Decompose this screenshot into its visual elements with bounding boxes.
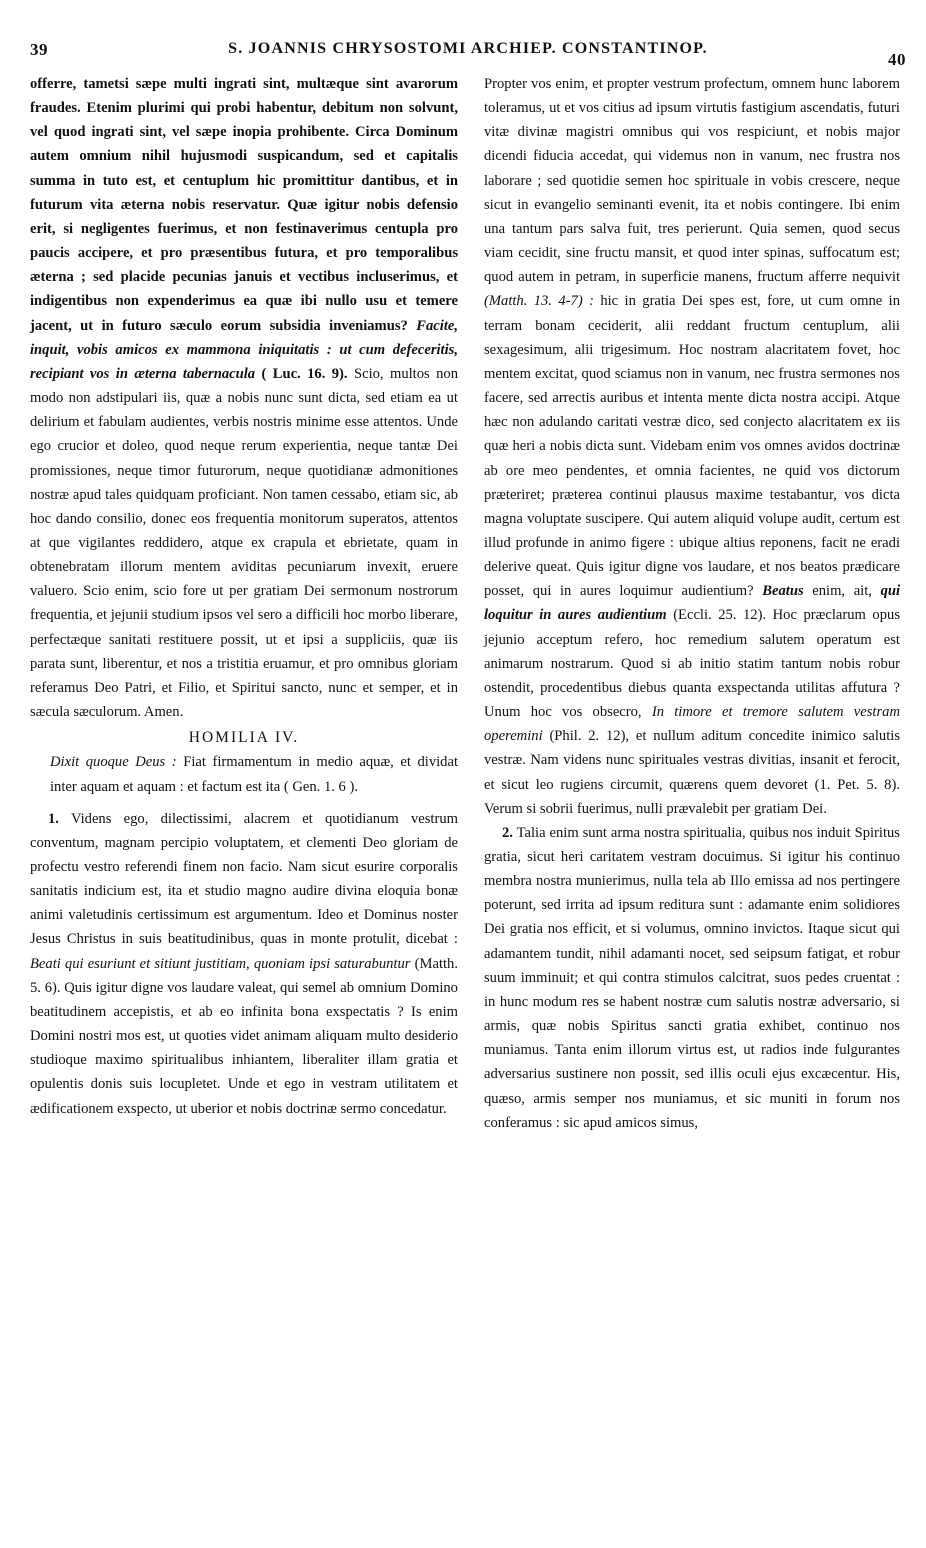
spacer	[30, 799, 458, 807]
right-p1-quote-2: In timore et tremore salutem vestram operemini	[484, 704, 900, 745]
right-p1-quote-1: qui loquitur in aures audientium	[484, 583, 901, 624]
left-p1-ref: ( Luc. 16. 9).	[261, 365, 348, 382]
running-title: S. JOANNIS CHRYSOSTOMI ARCHIEP. CONSTANTINOP.	[228, 40, 708, 57]
right-p1-quote-lead: Beatus	[762, 583, 804, 600]
right-paragraph-2	[484, 821, 900, 1135]
right-p1-ref-4: (1. Pet. 5. 8).	[814, 776, 900, 793]
left-p2-text-a: Videns ego, dilectissimi, alacrem et quotidianum vestrum conventum, magnam percipio voluptatem, et clementi Deo gloriam de profectu vestro referendi finem non facio. Nam sicut esurire corporalis sanitatis indicium est, ita et studio magno audire divina eloquia bonæ animi valetudinis certissimum est argumentum. Ideo et Dominus noster Jesus Christus in suis beatitudinibus, quas in monte protulit, dicebat :	[30, 810, 458, 948]
right-p1-text-c: enim, ait,	[812, 583, 872, 600]
right-p1-text-b: hic in gratia Dei spes est, fore, ut cum omne in terram bonam ceciderit, alii reddant fructum centuplum, alii sexagesimum, alii trigesimum. Hoc nostram alacritatem fovet, hoc mentem excitat, quod sciamus non in vanum, nec frustra sermones nos facere, sed arrectis auribus et intenta mente dicta nostra accipi. Atque hæc non adulando caritati vestræ dico, sed conjecto alacritatem ex iis quæ heri a nobis dicta sunt. Videbam enim vos omnes avidos doctrinæ ab ore meo pendentes, et omnia facientes, ne quid vos dictorum præteriret; præterea continui plausus maxime testabantur, vos dicta magna voluptate suscipere. Qui autem aliquid volupe audit, certum est illud profunde in animo figere : ubique altius reponens, facit ne eradi delerive queat. Quis igitur digne vos laudare, et nos beatos prædicare posset, qui in aures loquimur audientium?	[484, 293, 901, 600]
left-paragraph-2	[30, 807, 458, 1121]
left-p2-text-b: Quis igitur digne vos laudare valeat, qui semel ab omnium Domino beatitudinem accepistis, et ab eo infinita bona exspectatis ? Is enim Domini nostri mos est, ut quoties videt animam aliquam multo desiderio studioque maximo spiritualibus inhiantem, liberaliter illam gratia et opulentis donis suis locupletet. Unde et ego in vestram utilitatem et ædificationem exspecto, ut uberior et nobis doctrinæ sermo concedatur.	[30, 979, 458, 1117]
right-paragraph-1	[484, 72, 900, 821]
section-number-1: 1.	[48, 810, 59, 827]
epigraph-lead: Dixit quoque Deus :	[50, 754, 177, 771]
epigraph-ref: ( Gen. 1. 6 ).	[283, 778, 358, 795]
left-p2-ref: (Matth. 5. 6).	[30, 955, 458, 996]
page-number-left: 39	[30, 40, 48, 59]
homily-epigraph	[30, 750, 458, 798]
right-column	[484, 72, 900, 1135]
left-paragraph-1	[30, 72, 458, 724]
right-p1-ref-1: (Matth. 13. 4-7) :	[484, 293, 594, 310]
right-p1-text-d: Hoc præclarum opus jejunio acceptum refero, hoc remedium salutem operatum est animarum nostrarum. Quod si ab initio statim tantum nobis robur ostendit, procedentibus diebus quanta exspectanda utilitas affutura ? Unum hoc vos obsecro,	[484, 607, 900, 721]
left-p1-quote: Facite, inquit, vobis amicos ex mammona iniquitatis : ut cum defeceritis, recipiant vos in æterna tabernacula	[30, 317, 458, 382]
page-number-right: 40	[888, 50, 906, 69]
page-header	[30, 30, 906, 69]
right-p1-text-f: Verum si sobrii fuerimus, nulli prævalebit per gratiam Dei.	[484, 800, 827, 817]
left-column	[30, 72, 458, 1121]
right-p1-text-a: Propter vos enim, et propter vestrum profectum, omnem hunc laborem toleramus, ut et vos citius ad ipsum virtutis fastigium ascendatis, futuri vitæ divinæ magistri omnibus qui vos respiciunt, et nobis major dicendi fiducia accedat, qui videmus non in vanum, nec frustra nos laborare ; sed quotidie semen hoc spirituale in vobis crescere, neque sicut in evangelio seminanti evenit, ita et nobis contingere. Ibi enim una tantum pars salva fuit, tres perierunt. Quia semen, quod secus viam cecidit, sine fructu mansit, et quod inter spinas, suffocatum est; quod autem in petram, in superficie manens, fructum afferre nequivit	[484, 76, 900, 286]
right-p1-ref-2: (Eccli. 25. 12).	[673, 607, 767, 624]
homily-title: HOMILIA IV.	[188, 729, 300, 747]
left-p2-quote: Beati qui esuriunt et sitiunt justitiam, quoniam ipsi saturabuntur	[30, 955, 411, 972]
left-p1-text-b: Scio, multos non modo non adstipulari iis, quæ a nobis nunc sunt dicta, sed etiam ea ut delirium et fabulam audientes, verbis nostris minime esse attentos. Unde ego crucior et doleo, quod neque rerum experientia, neque tantæ Dei promissiones, neque timor futurorum, neque quotidianæ admonitiones nostræ apud tales quidquam proficiant. Non tamen cessabo, etiam sic, ab hoc dando consilio, donec eos frequentia monitorum superatos, attentos at que vigilantes reddidero, atque ex crapula et ebrietate, quam in obtenebratam illorum mentem aviditas pecuniarum invexit, eruere valuero. Scio enim, scio fore ut per gratiam Dei sermonum nostrorum frequentia, et jejunii studium ipsos vel sero a difficili hoc morbo liberare, perfectæque sanitati restituere possit, ut et ipsi a suppliciis, quæ iis parata sunt, liberentur, et nos a tristitia eruamur, et pro omnibus gloriam referamus Deo Patri, et Filio, et Spiritui sancto, nunc et semper, et in sæcula sæculorum. Amen.	[30, 365, 458, 721]
section-number-2: 2.	[502, 824, 513, 841]
epigraph-text: Fiat firmamentum in medio aquæ, et dividat inter aquam et aquam : et factum est ita	[50, 754, 458, 795]
left-p1-text-a: offerre, tametsi sæpe multi ingrati sint, multæque sint avarorum fraudes. Etenim plurimi qui probi habentur, debitum non solvunt, vel quod ingrati sint, vel sæpe inopia prohibente. Circa Dominum autem omnium nihil hujusmodi suspicandum, sed et capitalis summa in tuto est, et centuplum hic promittitur dantibus, et in futurum vita æterna nobis reservatur. Quæ igitur nobis defensio erit, si negligentes fuerimus, et non festinaverimus centupla pro paucis accipere, et pro præsentibus futura, et pro temporalibus æterna ; sed placide pecunias januis et vectibus incluserimus, et indigentibus non expenderimus ea quæ ibi nullo usu et temere jacent, ut in futuro sæculo eorum subsidia inveniamus?	[30, 76, 458, 334]
right-p1-ref-3: (Phil. 2. 12),	[549, 728, 630, 745]
right-p1-text-e: et nullum aditum concedite inimico salutis vestræ. Nam videns nunc spirituales vestras divitias, insanit et ferocit, et sicut leo rugiens circumit, quærens quem devoret	[484, 728, 901, 793]
right-p2-text: Talia enim sunt arma nostra spiritualia, quibus nos induit Spiritus gratia, sicut heri caritatem vestram docuimus. Si igitur his continuo membra nostra munierimus, nulla tela ab Illo emissa ad nos pertingere poterunt, sed irrita ad ipsum reditura sunt : adamante enim solidiores Dei gratia nos efficit, et si volumus, omnino invictos. Itaque sicut qui adamantem tundit, nihil adamanti nocet, sed seipsum fatigat, et robur suum imminuit; et qui contra stimulos calcitrat, suos pedes cruentat : in hunc modum res se habent nostræ cum salutis nostræ adversario, si armis, quæ nobis Spiritus sancti gratia exhibet, continuo nos muniamus. Tanta enim illorum virtus est, ut radios inde fulgurantes adversarius sustinere non possit, sed illis oculi ejus excæcentur. His, quæso, armis semper nos muniamus, et sic muniti in forum nos conferamus : sic apud amicos simus,	[484, 824, 900, 1131]
